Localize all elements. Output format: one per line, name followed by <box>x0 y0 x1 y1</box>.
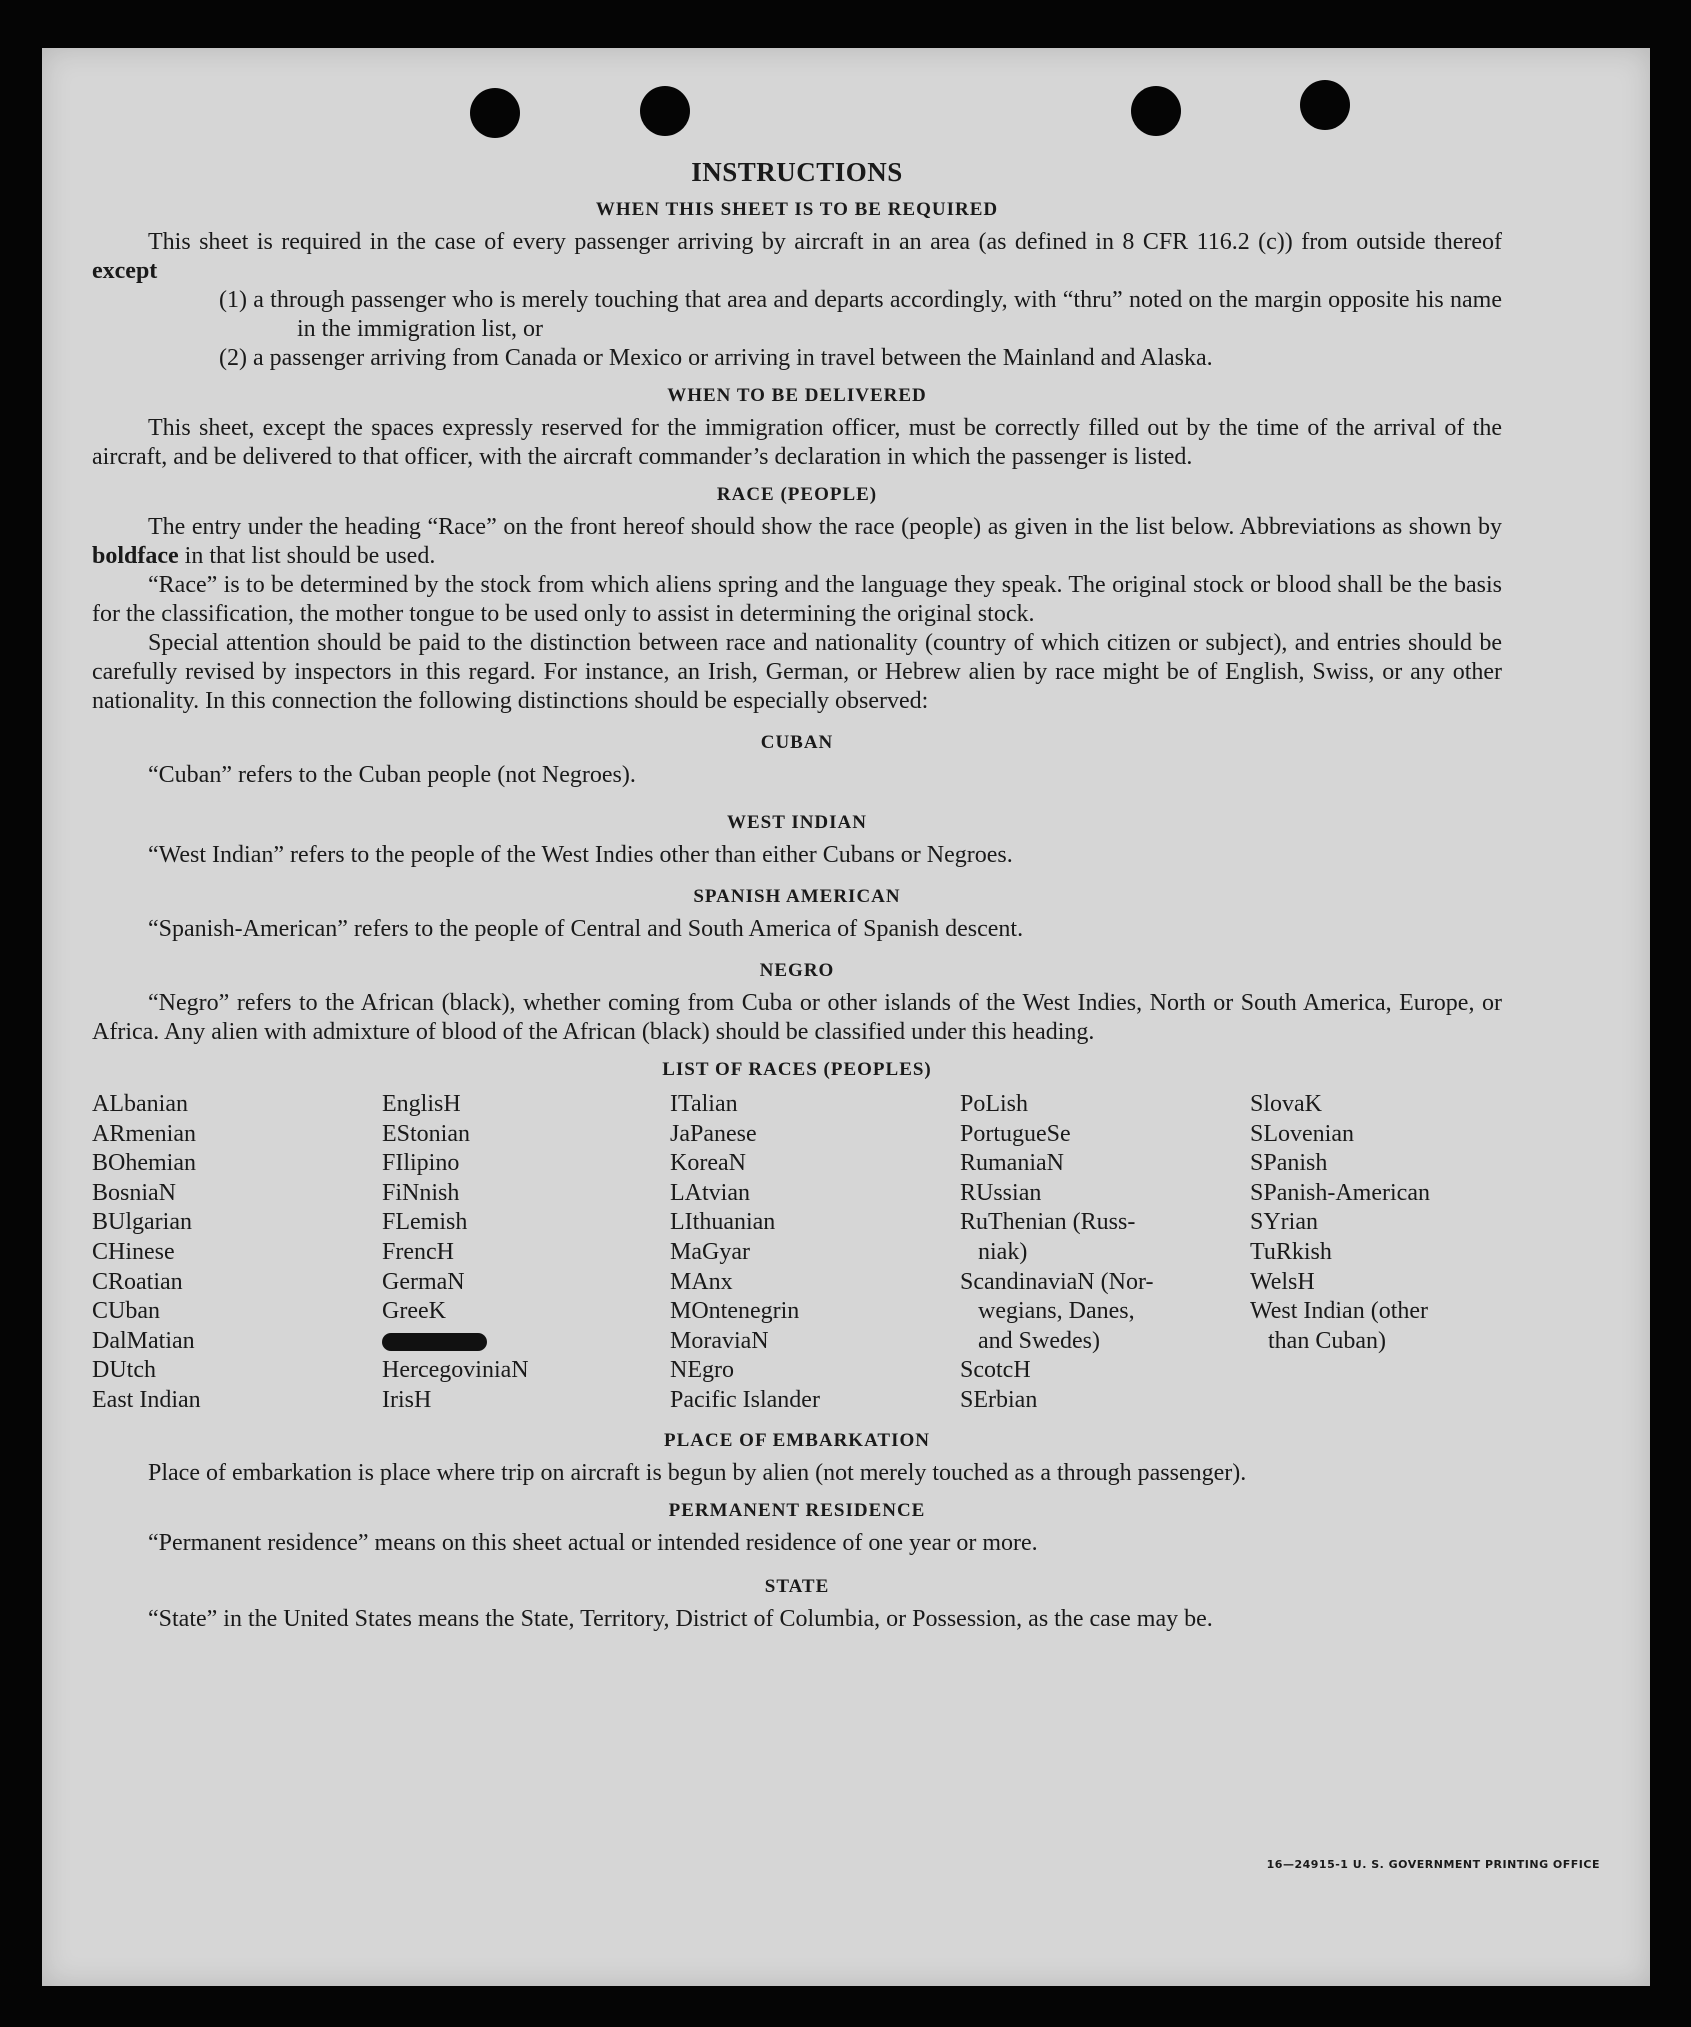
race-entry: MoraviaN <box>670 1327 769 1354</box>
race-entry: MOntenegrin <box>670 1298 800 1325</box>
race-entry: East Indian <box>92 1386 201 1413</box>
heading-west-indian: WEST INDIAN <box>727 812 867 833</box>
page-title: INSTRUCTIONS <box>691 157 903 187</box>
race-entry: WelsH <box>1250 1268 1315 1295</box>
paragraph-race-2: “Race” is to be determined by the stock from which aliens spring and the language they speak. The original stock or blood shall be the basis for the classification, the mother tongue to be used only to assist in determining the original stock. <box>92 572 1502 627</box>
race-entry: TuRkish <box>1250 1238 1332 1265</box>
race-entry: PortugueSe <box>960 1120 1071 1147</box>
paragraph-when-required: This sheet is required in the case of every passenger arriving by aircraft in an area (as defined in 8 CFR 116.2 (c)) from outside thereof except <box>92 229 1502 284</box>
paragraph-state: “State” in the United States means the State, Territory, District of Columbia, or Possession, as the case may be. <box>148 1605 1213 1632</box>
race-entry: ITalian <box>670 1091 738 1117</box>
races-column <box>960 1090 1250 1416</box>
paragraph-negro: “Negro” refers to the African (black), whether coming from Cuba or other islands of the West Indies, North or South America, Europe, or Africa. Any alien with admixture of blood of the African (black) should be classified under this heading. <box>92 990 1502 1045</box>
race-entry: EnglisH <box>382 1091 461 1117</box>
races-column <box>92 1090 382 1416</box>
races-column <box>670 1090 960 1416</box>
race-entry: LIthuanian <box>670 1209 776 1236</box>
race-entry: JaPanese <box>670 1120 757 1147</box>
race-entry: FLemish <box>382 1209 468 1236</box>
heading-negro: NEGRO <box>759 960 835 981</box>
race-entry: PoLish <box>960 1091 1029 1117</box>
punch-hole <box>640 86 690 136</box>
paragraph-embarkation: Place of embarkation is place where trip on aircraft is begun by alien (not merely touched as a through passenger). <box>148 1459 1247 1486</box>
races-column <box>382 1090 670 1416</box>
race-entry: CRoatian <box>92 1268 183 1295</box>
paragraph-when-delivered: This sheet, except the spaces expressly reserved for the immigration officer, must be correctly filled out by the time of the arrival of the aircraft, and be delivered to that officer, with the aircraft commander’s declaration in which the passenger is listed. <box>92 415 1502 470</box>
race-entry: RuThenian (Russ- <box>960 1209 1136 1236</box>
race-entry: CHinese <box>92 1238 175 1265</box>
race-entry: EStonian <box>382 1120 470 1147</box>
race-entry: MaGyar <box>670 1238 750 1265</box>
race-entry: Pacific Islander <box>670 1386 820 1413</box>
race-entry: niak) <box>960 1238 1028 1265</box>
race-entry: RumaniaN <box>960 1150 1064 1177</box>
document-sheet <box>42 48 1650 1986</box>
race-entry: RUssian <box>960 1179 1042 1206</box>
race-entry: SPanish-American <box>1250 1179 1430 1206</box>
race-entry: ScotcH <box>960 1357 1031 1384</box>
race-entry: GermaN <box>382 1268 465 1295</box>
printer-imprint: 16—24915-1 U. S. GOVERNMENT PRINTING OFFICE <box>1266 1858 1600 1871</box>
race-entry: wegians, Danes, <box>960 1298 1135 1325</box>
race-entry: NEgro <box>670 1357 734 1384</box>
race-entry: BOhemian <box>92 1150 196 1177</box>
punch-hole <box>470 88 520 138</box>
race-entry: FIlipino <box>382 1150 460 1177</box>
paragraph-residence: “Permanent residence” means on this sheet actual or intended residence of one year or more. <box>148 1529 1038 1556</box>
races-list <box>92 1090 1502 1416</box>
punch-hole <box>1131 86 1181 136</box>
heading-when-delivered: WHEN TO BE DELIVERED <box>667 385 927 406</box>
race-entry: FrencH <box>382 1238 454 1265</box>
race-entry: than Cuban) <box>1250 1327 1386 1354</box>
instructions-body <box>92 158 1502 1634</box>
race-entry: BUlgarian <box>92 1209 192 1236</box>
race-entry: ARmenian <box>92 1120 196 1147</box>
race-entry: KoreaN <box>670 1150 746 1177</box>
race-entry: DalMatian <box>92 1327 195 1354</box>
race-entry: CUban <box>92 1298 160 1325</box>
list-item: (2) a passenger arriving from Canada or Mexico or arriving in travel between the Mainland and Alaska. <box>219 345 1213 371</box>
paragraph-race-1: The entry under the heading “Race” on the front hereof should show the race (people) as given in the list below. Abbreviations as shown by boldface in that list should be used. <box>92 514 1502 569</box>
race-entry: SYrian <box>1250 1209 1318 1236</box>
paragraph-west-indian: “West Indian” refers to the people of the West Indies other than either Cubans or Negroes. <box>148 842 1013 868</box>
race-entry: DUtch <box>92 1357 156 1384</box>
punch-hole <box>1300 80 1350 130</box>
race-entry: SPanish <box>1250 1150 1328 1177</box>
heading-list-of-races: LIST OF RACES (PEOPLES) <box>662 1059 932 1080</box>
race-entry: GreeK <box>382 1298 446 1325</box>
race-entry: SLovenian <box>1250 1120 1354 1147</box>
heading-residence: PERMANENT RESIDENCE <box>668 1499 926 1521</box>
heading-state: STATE <box>764 1575 830 1597</box>
race-entry: and Swedes) <box>960 1327 1100 1354</box>
heading-embarkation: PLACE OF EMBARKATION <box>664 1429 930 1451</box>
race-entry: LAtvian <box>670 1179 750 1206</box>
paragraph-cuban: “Cuban” refers to the Cuban people (not Negroes). <box>148 762 636 788</box>
list-item: (1) a through passenger who is merely touching that area and departs accordingly, with “thru” noted on the margin opposite his name in the immigration list, or <box>219 287 1502 342</box>
race-entry: ALbanian <box>92 1091 188 1117</box>
paragraph-race-3: Special attention should be paid to the distinction between race and nationality (country of which citizen or subject), and entries should be carefully revised by inspectors in this regard. For instance, an Irish, German, or Hebrew alien by race might be of English, Swiss, or any other nationality. In this connection the following distinctions should be especially observed: <box>92 630 1502 714</box>
race-entry: SlovaK <box>1250 1091 1322 1117</box>
race-entry: FiNnish <box>382 1179 460 1206</box>
heading-spanish-american: SPANISH AMERICAN <box>693 886 901 907</box>
race-entry: HercegoviniaN <box>382 1357 529 1384</box>
race-entry: IrisH <box>382 1386 432 1413</box>
race-entry: SErbian <box>960 1386 1038 1413</box>
race-entry: West Indian (other <box>1250 1298 1429 1325</box>
race-entry: BosniaN <box>92 1179 176 1206</box>
heading-when-required: WHEN THIS SHEET IS TO BE REQUIRED <box>595 199 999 220</box>
redacted-entry <box>382 1327 670 1357</box>
heading-race: RACE (PEOPLE) <box>716 484 878 505</box>
race-entry: MAnx <box>670 1268 733 1295</box>
paragraph-spanish-american: “Spanish-American” refers to the people of Central and South America of Spanish descent. <box>148 916 1024 942</box>
race-entry: ScandinaviaN (Nor- <box>960 1268 1154 1295</box>
races-column <box>1250 1090 1510 1416</box>
heading-cuban: CUBAN <box>760 732 834 753</box>
